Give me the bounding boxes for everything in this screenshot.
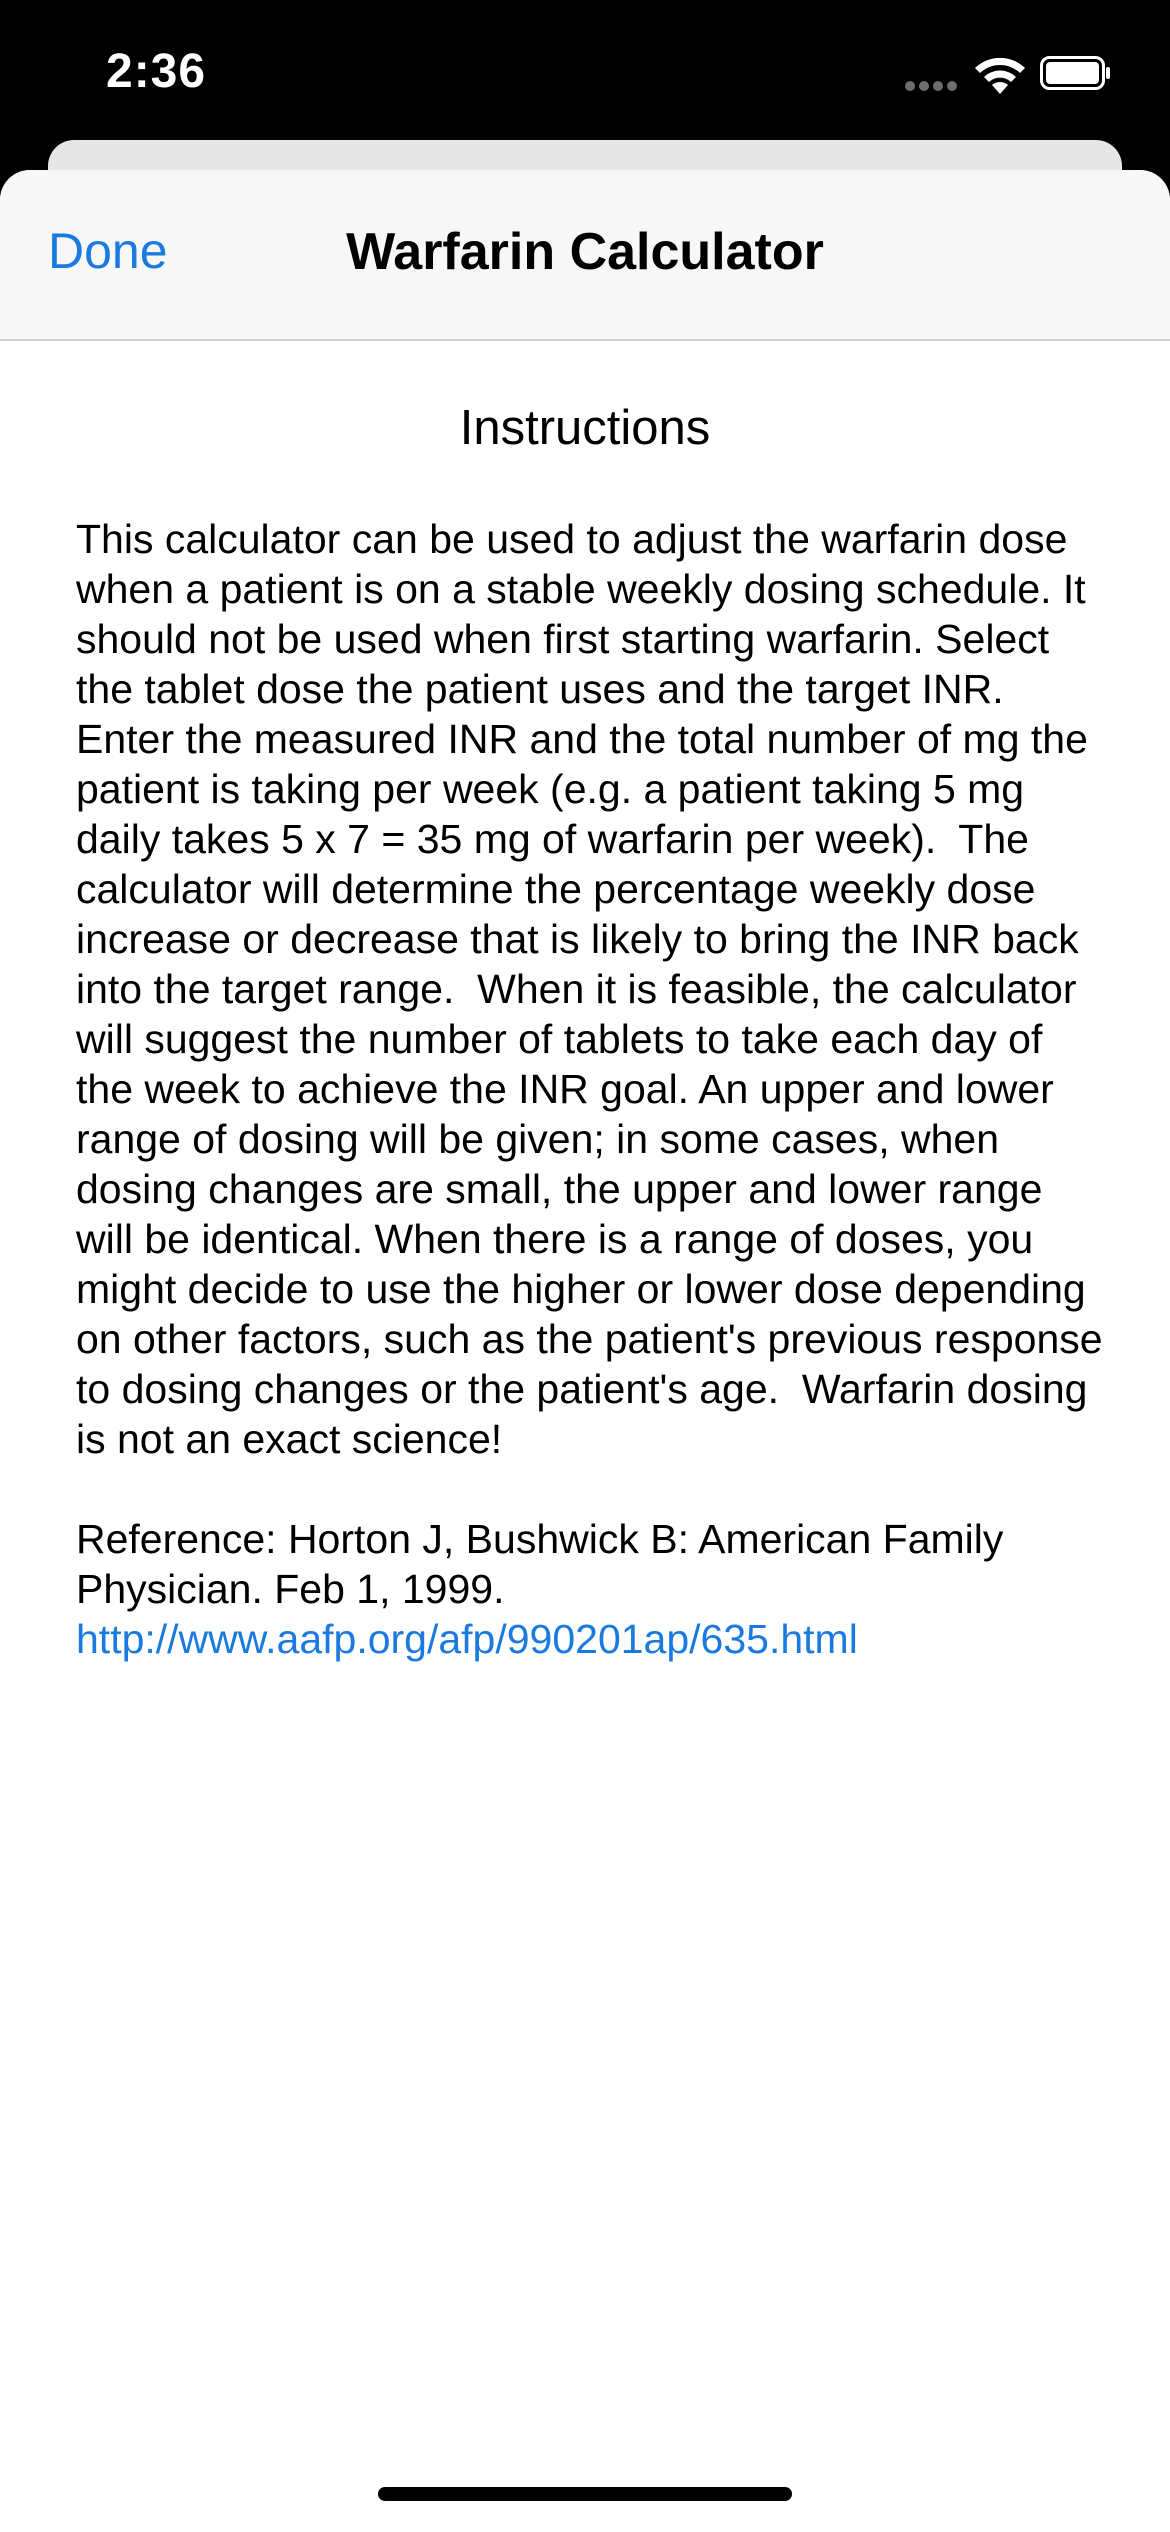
reference-link[interactable]: http://www.aafp.org/afp/990201ap/635.html [76,1616,858,1662]
page-title: Warfarin Calculator [346,223,824,281]
home-indicator[interactable] [378,2487,792,2501]
instructions-content [76,400,1114,1664]
modal-sheet [0,170,1170,2532]
done-button[interactable]: Done [48,223,168,279]
instructions-heading: Instructions [459,401,711,455]
navigation-bar [0,170,1170,341]
reference-text [76,1514,1106,1664]
status-time: 2:36 [106,45,207,98]
battery-icon [1040,56,1112,90]
status-bar [0,0,1170,150]
instructions-paragraph: This calculator can be used to adjust the warfarin dose when a patient is on a stable weekly dosing schedule. It should not be used when first starting warfarin. Select the tablet dose the patient uses and the target INR. Enter the measured INR and the total number of mg the patient is taking per week (e.g. a patient taking 5 mg daily takes 5 x 7 = 35 mg of warfarin per week). The calculator will determine the percentage weekly dose increase or decrease that is likely to bring the INR back into the target range. When it is feasible, the calculator will suggest the number of tablets to take each day of the week to achieve the INR goal. An upper and lower range of dosing will be given; in some cases, when dosing changes are small, the upper and lower range will be identical. When there is a range of doses, you might decide to use the higher or lower dose depending on other factors, such as the patient's previous response to dosing changes or the patient's age. Warfarin dosing is not an exact science! [76,516,1114,1462]
wifi-icon [970,52,1030,96]
reference-citation: Reference: Horton J, Bushwick B: American Family Physician. Feb 1, 1999. [76,1516,1004,1612]
cellular-signal-icon [905,81,957,91]
